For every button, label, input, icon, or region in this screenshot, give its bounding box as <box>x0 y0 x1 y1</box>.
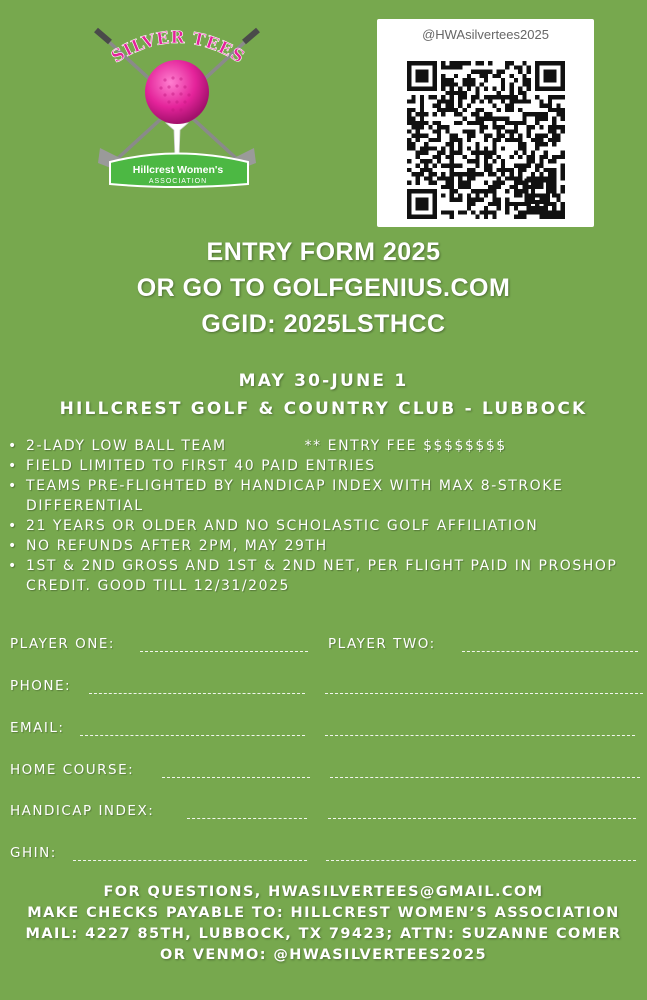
handicap-field-player-one[interactable] <box>187 818 307 819</box>
rules-list-item: • NO REFUNDS AFTER 2PM, MAY 29TH <box>8 536 640 556</box>
home-course-label: HOME COURSE: <box>10 762 135 778</box>
rules-list <box>8 436 640 596</box>
phone-field-player-one[interactable] <box>89 693 305 694</box>
player-one-label: PLAYER ONE: <box>10 636 115 652</box>
headline-line-3: GGID: 2025LSTHCC <box>201 310 446 338</box>
form-row-email <box>10 720 642 742</box>
rules-list-item: • 1ST & 2ND GROSS AND 1ST & 2ND NET, PER FLIGHT PAID IN PROSHOP CREDIT. GOOD TILL 12/31/2025 <box>8 556 640 596</box>
event-info <box>0 367 647 423</box>
rules-list-item: • TEAMS PRE-FLIGHTED BY HANDICAP INDEX WITH MAX 8-STROKE DIFFERENTIAL <box>8 476 640 516</box>
email-label: EMAIL: <box>10 720 65 736</box>
form-row-phone <box>10 678 642 700</box>
rules-list-item: • FIELD LIMITED TO FIRST 40 PAID ENTRIES <box>8 456 640 476</box>
footer-venmo: OR VENMO: @HWASILVERTEES2025 <box>159 947 488 963</box>
form-row-handicap <box>10 803 642 825</box>
silver-tees-logo <box>90 20 265 195</box>
headline <box>0 234 647 342</box>
form-row-ghin <box>10 845 642 867</box>
player-two-label: PLAYER TWO: <box>328 636 436 652</box>
footer-checks: MAKE CHECKS PAYABLE TO: HILLCREST WOMEN’S ASSOCIATION <box>27 905 620 921</box>
qr-code-card[interactable] <box>377 19 594 227</box>
player-two-field[interactable] <box>462 651 638 652</box>
event-dates: MAY 30-JUNE 1 <box>238 371 409 391</box>
form-row-players <box>10 636 642 658</box>
instagram-handle: @HWAsilvertees2025 <box>422 27 549 42</box>
contact-footer <box>0 882 647 966</box>
handicap-field-player-two[interactable] <box>328 818 636 819</box>
event-venue: HILLCREST GOLF & COUNTRY CLUB - LUBBOCK <box>59 399 588 419</box>
handicap-index-label: HANDICAP INDEX: <box>10 803 155 819</box>
qr-code-icon[interactable] <box>407 61 565 219</box>
ghin-field-player-one[interactable] <box>73 860 307 861</box>
footer-questions: FOR QUESTIONS, HWASILVERTEES@GMAIL.COM <box>103 884 544 900</box>
home-course-field-player-two[interactable] <box>330 777 640 778</box>
rules-list-item: • 2-LADY LOW BALL TEAM ** ENTRY FEE $$$$$$$$ <box>8 436 640 456</box>
home-course-field-player-one[interactable] <box>162 777 310 778</box>
player-one-field[interactable] <box>140 651 308 652</box>
headline-line-2: OR GO TO GOLFGENIUS.COM <box>136 274 511 302</box>
logo-banner-line1: Hillcrest Women's <box>132 164 224 176</box>
form-row-home-course <box>10 762 642 784</box>
footer-mail: MAIL: 4227 85TH, LUBBOCK, TX 79423; ATTN: SUZANNE COMER <box>25 926 622 942</box>
logo-arc-text: SILVER TEES <box>107 27 248 68</box>
headline-line-1: ENTRY FORM 2025 <box>206 238 441 266</box>
phone-field-player-two[interactable] <box>325 693 643 694</box>
email-field-player-two[interactable] <box>325 735 635 736</box>
rules-list-item: • 21 YEARS OR OLDER AND NO SCHOLASTIC GOLF AFFILIATION <box>8 516 640 536</box>
email-field-player-one[interactable] <box>80 735 305 736</box>
ghin-field-player-two[interactable] <box>326 860 636 861</box>
phone-label: PHONE: <box>10 678 72 694</box>
ghin-label: GHIN: <box>10 845 57 861</box>
logo-banner-line2: ASSOCIATION <box>148 178 208 185</box>
